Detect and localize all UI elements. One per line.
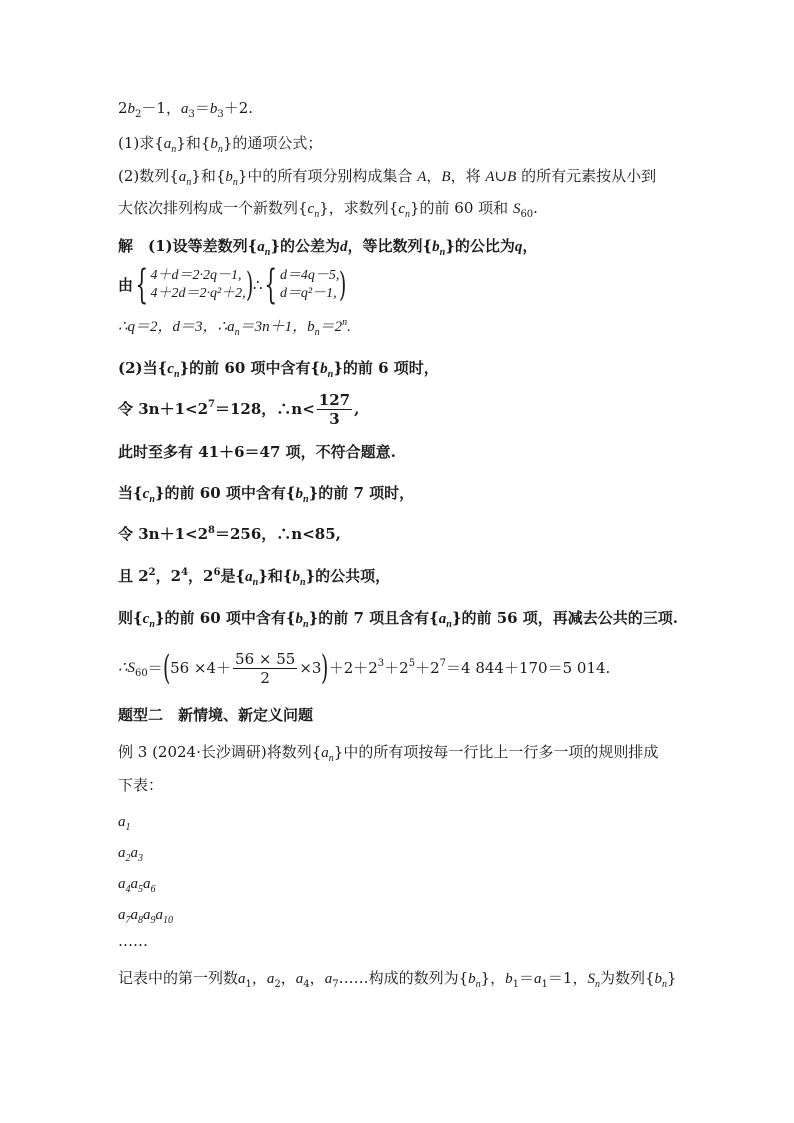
text: ，等比数列{ [347,237,433,255]
text: }的前 6 项时， [333,359,439,377]
math-var: a [257,239,265,255]
text: 由 [118,276,134,294]
text: ＝128，∴n< [214,400,315,418]
example-3-definition [118,968,684,989]
text: ∪ [494,167,508,185]
text: ＋2 [384,659,409,677]
subscript: n [171,144,177,155]
math-var: a [143,876,151,892]
subscript: 3 [188,109,195,120]
denominator: 2 [260,668,270,687]
solution-intro [118,236,684,257]
text: }和{ [191,167,226,185]
table-row [118,874,684,894]
text: 且 2 [118,567,149,585]
text: ， [280,969,296,987]
subscript: n [264,247,271,258]
text: 令 3n＋1<2 [118,525,209,543]
math-var: q [514,239,523,255]
subscript: n [303,619,309,630]
result-line [118,317,684,337]
subscript: 2 [135,109,142,120]
subscript: 3 [217,109,224,120]
text: ×3 [299,659,322,677]
text: 例 3 (2024·长沙调研)将数列{ [118,743,322,761]
common-terms-line [118,566,684,587]
system-left [150,267,245,303]
subscript: n [446,619,452,630]
part-2-case-7 [118,483,684,504]
subscript: n [234,327,240,338]
line-10 [118,442,684,462]
paren-close: ) [321,648,329,688]
text: (2)当{ [118,359,168,377]
math-var: B [507,169,517,185]
text: ＝1， [547,969,588,987]
numerator: 56 × 55 [235,649,296,668]
text: ＝ [194,99,210,117]
text: }的前 60 项中含有{ [154,484,296,502]
numerator: 127 [318,390,351,409]
text: }中的所有项按每一行比上一行多一项的规则排成 [333,743,659,761]
superscript: 5 [408,658,416,669]
subscript: n [327,369,334,380]
table-row [118,843,684,863]
text: }，求数列{ [319,199,399,217]
subscript: n [328,753,334,764]
paren-close: ) [245,265,253,305]
subscript: 9 [150,915,156,926]
math-var: d [340,239,348,255]
text: ， [251,969,267,987]
subscript: n [232,177,238,188]
subscript: 1 [512,979,520,990]
inequality-line-1 [118,388,684,429]
math-var: B [441,169,451,185]
text: }， [480,969,506,987]
math-var: a [155,907,163,923]
subscript: 1 [541,979,548,990]
table-ellipsis [118,931,684,951]
text: }的前 56 项，再减去公共的三项. [451,609,679,627]
math-var: b [432,239,440,255]
question-part-2 [118,166,684,187]
text: (2)数列{ [118,167,179,185]
text: ＝256，∴n<85, [214,525,341,543]
conclusion-line [118,608,684,629]
subscript: 60 [135,668,148,679]
equation: 4＋d＝2·2q－1, [150,268,242,283]
left-brace: { [264,262,278,308]
math-var: c [142,486,150,502]
text: ，将 [450,167,481,185]
superscript: n [342,317,348,328]
subscript: 4 [303,979,310,990]
math-var: a [130,876,138,892]
text: , [354,400,360,418]
subscript: 60 [520,209,534,220]
denominator: 3 [329,409,340,428]
math-var: b [320,361,328,377]
fraction [317,391,352,428]
text: }的公差为 [270,237,341,255]
superscript: 8 [208,525,215,536]
math-var: b [295,611,304,627]
example-3-intro [118,742,684,763]
subscript: n [314,209,320,220]
text: 下表： [118,776,164,794]
equation: d＝4q－5, [279,268,340,283]
subscript: n [149,494,155,505]
section-heading [118,705,684,725]
math-var: c [167,361,174,377]
fraction [233,650,297,687]
solution-label: 解 [118,237,134,255]
subscript: n [149,619,155,630]
text: }的前 7 项时， [308,484,415,502]
subscript: 5 [138,884,143,895]
subscript: n [662,979,668,990]
text: . [347,319,351,335]
text: 则{ [118,609,143,627]
subscript: n [594,979,600,990]
text: 为数列{ [599,969,655,987]
text: ， [309,969,325,987]
math-var: b [210,136,218,152]
math-var: c [307,201,315,217]
text: ， [522,237,538,255]
superscript: 7 [439,658,447,669]
text: }的公共项， [305,567,391,585]
text: …… [118,932,148,950]
text: 是{ [220,567,246,585]
equation: d＝q²－1, [279,286,337,301]
math-var: a [295,971,304,987]
math-var: a [130,907,138,923]
text: }和{ [176,134,211,152]
text: ＝4 844＋170＝5 014. [446,659,611,677]
math-var: a [534,971,542,987]
text: ∴S [118,660,136,676]
math-var: a [143,907,151,923]
subscript: 8 [138,915,143,926]
subscript: 6 [150,884,156,895]
text: ＝ [147,659,163,677]
math-var: b [209,101,218,117]
question-part-2-cont [118,198,684,219]
math-var: b [295,486,304,502]
superscript: 2 [148,567,156,578]
math-var: b [505,971,513,987]
paren-open: ( [162,648,171,688]
sum-formula [118,644,684,692]
text: }和{ [258,567,293,585]
table-row [118,905,684,925]
text: ，2 [188,567,214,585]
text: 2 [118,99,128,117]
subscript: 1 [245,979,252,990]
subscript: 10 [163,915,173,926]
text: . [533,199,538,217]
subscript: n [475,979,481,990]
math-var: c [142,611,150,627]
subscript: n [299,577,306,588]
subscript: n [404,209,410,220]
subscript: 7 [125,915,131,926]
example-3-cont [118,775,684,795]
math-var: a [180,101,189,117]
text: 56 ×4＋ [170,659,232,677]
math-var: a [324,971,333,987]
superscript: 6 [213,567,221,578]
equation-system [118,264,684,308]
text: ＝3n＋1，b [239,319,315,335]
text: }的前 60 项中含有{ [154,609,296,627]
math-var: a [238,971,246,987]
text: ……构成的数列为{ [338,969,469,987]
math-var: b [127,101,136,117]
subscript: n [173,369,180,380]
subscript: n [314,327,320,338]
section-label: 题型二 [118,706,164,724]
text: 的所有元素按从小到 [521,167,657,185]
left-brace: { [135,262,149,308]
system-right [280,267,340,303]
subscript: 3 [138,853,143,864]
question-part-1 [118,133,684,154]
math-var: A [417,169,427,185]
math-var: b [292,569,300,585]
superscript: 4 [181,567,189,578]
subscript: n [303,494,309,505]
line-1 [118,98,684,119]
text: 此时至多有 41＋6＝47 项，不符合题意. [118,443,396,461]
section-title: 新情境、新定义问题 [163,706,314,724]
text: } [667,969,677,987]
text: }中的所有项分别构成集合 [237,167,413,185]
subscript: 7 [332,979,339,990]
text: 大依次排列构成一个新数列{ [118,199,308,217]
text: (1)设等差数列{ [133,237,258,255]
text: ＝2 [319,319,343,335]
math-var: A [485,169,495,185]
math-var: a [178,169,187,185]
subscript: 1 [125,822,131,833]
math-var: a [163,136,172,152]
math-var: a [130,845,138,861]
math-var: b [654,971,663,987]
table-row [118,812,684,832]
subscript: 2 [125,853,131,864]
math-var: a [245,569,253,585]
text: 令 3n＋1<2 [118,400,209,418]
text: ＋2＋2 [328,659,378,677]
text: ＋2 [415,659,440,677]
math-var: b [225,169,233,185]
math-var: a [321,745,329,761]
text: 当{ [118,484,143,502]
text: }的前 7 项且含有{ [308,609,439,627]
text: ＝ [519,969,535,987]
part-2-case-6 [118,358,684,379]
subscript: 4 [125,884,131,895]
text: 记表中的第一列数 [118,969,239,987]
equation: 4＋2d＝2·q²＋2, [150,286,246,301]
subscript: n [439,247,446,258]
math-var: a [118,907,126,923]
math-var: S [512,201,521,217]
math-var: c [398,201,405,217]
math-var: S [587,971,595,987]
superscript: 3 [377,658,385,669]
text: }的前 60 项中含有{ [179,359,321,377]
text: －1， [141,99,181,117]
text: ，2 [155,567,182,585]
subscript: 2 [274,979,281,990]
text: ， [426,167,442,185]
text: }的公比为 [445,237,515,255]
subscript: n [186,177,192,188]
math-var: a [438,611,447,627]
subscript: n [252,577,259,588]
text: }的前 60 项和 [409,199,509,217]
text: ＋2. [223,99,254,117]
math-var: a [266,971,275,987]
text: }的通项公式； [222,134,323,152]
math-var: b [468,971,476,987]
subscript: n [217,144,223,155]
math-var: a [118,814,126,830]
math-var: a [118,845,126,861]
text: ∴ [252,276,263,294]
inequality-line-2 [118,524,684,544]
paren-close: ) [339,265,347,305]
math-var: a [118,876,126,892]
text: ∴q＝2，d＝3，∴a [118,319,235,335]
superscript: 7 [208,399,215,410]
text: (1)求{ [118,134,164,152]
